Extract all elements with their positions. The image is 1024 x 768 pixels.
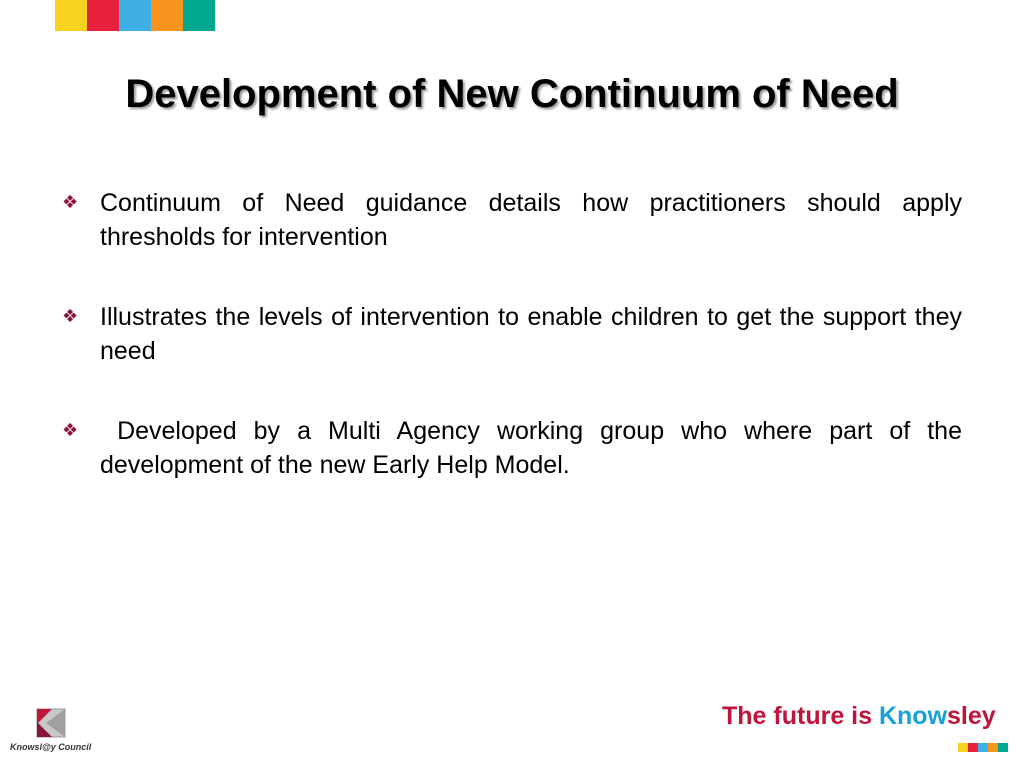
tagline [722, 702, 996, 731]
slide-title: Development of New Continuum of Need [125, 72, 899, 116]
tagline-part1: The future is [722, 702, 879, 730]
tagline-part3: sley [947, 702, 996, 730]
bullet-text: Illustrates the levels of intervention to enable children to get the support they need [100, 303, 962, 365]
brand-color-strip [55, 0, 215, 31]
council-name: Knowsl@y Council [10, 742, 92, 752]
bullet-text: Developed by a Multi Agency working group who where part of the development of the new Early Help Model. [100, 417, 969, 479]
color-swatch-red [968, 743, 978, 752]
color-swatch-orange [988, 743, 998, 752]
color-swatch-teal [998, 743, 1008, 752]
council-logo [10, 708, 90, 758]
color-swatch-teal [183, 0, 215, 31]
bullet-text: Continuum of Need guidance details how practitioners should apply thresholds for intervention [100, 189, 962, 251]
bullet-item [62, 186, 962, 254]
diamond-bullet-icon: ❖ [62, 192, 79, 213]
color-swatch-red [87, 0, 119, 31]
color-swatch-blue [119, 0, 151, 31]
bullet-list [62, 186, 969, 528]
tagline-part2: Know [878, 702, 948, 730]
bullet-item [62, 300, 962, 368]
council-logo-icon [36, 708, 66, 738]
diamond-bullet-icon: ❖ [62, 306, 79, 327]
color-swatch-orange [151, 0, 183, 31]
brand-color-strip-small [958, 743, 1008, 752]
diamond-bullet-icon: ❖ [62, 420, 79, 441]
color-swatch-blue [978, 743, 988, 752]
color-swatch-yellow [958, 743, 968, 752]
color-swatch-yellow [55, 0, 87, 31]
bullet-item [62, 414, 969, 482]
